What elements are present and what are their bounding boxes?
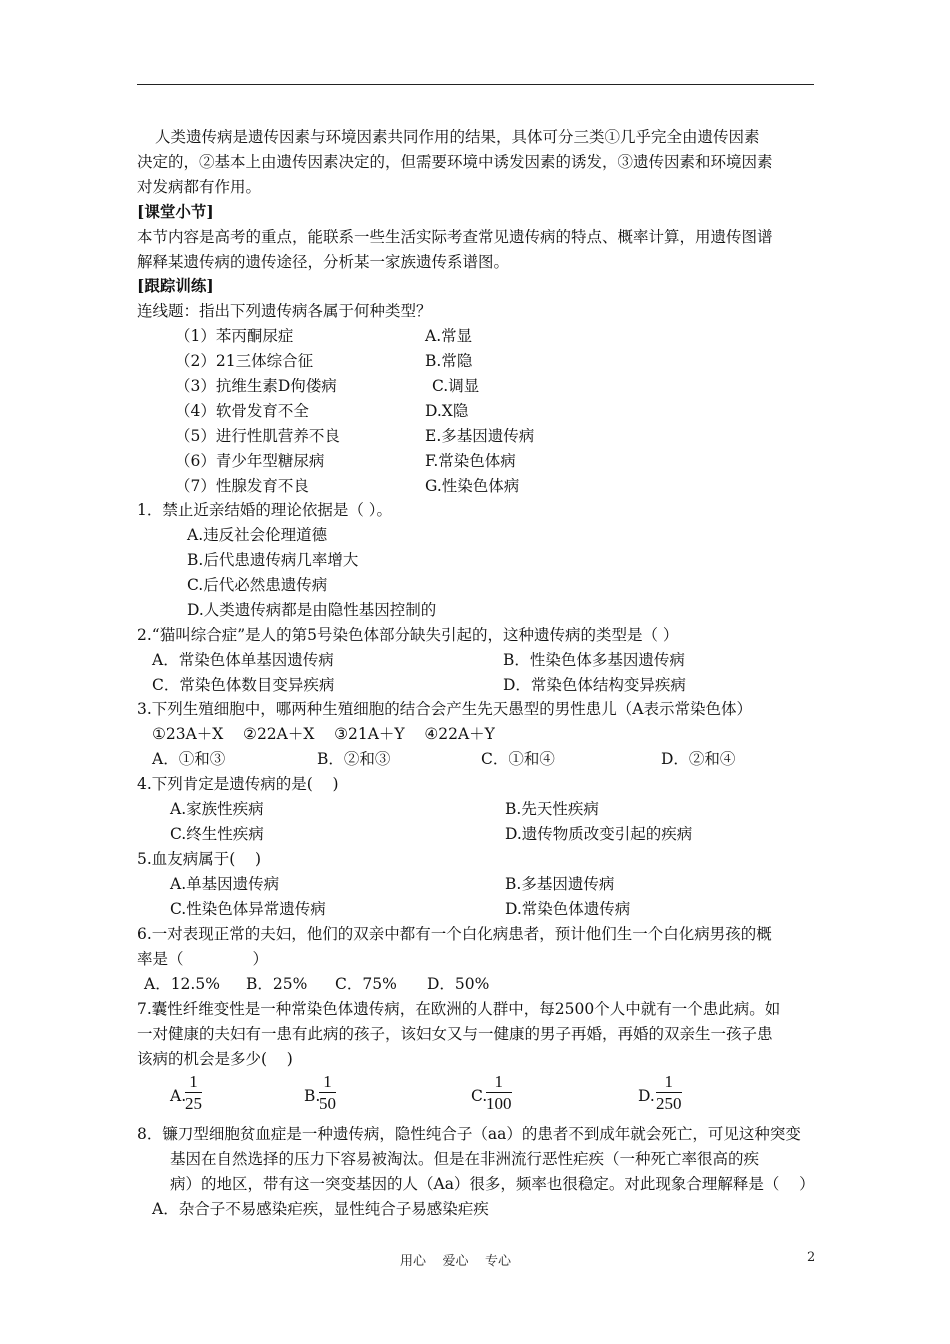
q1-option-c: C.后代必然患遗传病 [187, 576, 328, 594]
q3-items: ①23A＋X ②22A＋X ③21A＋Y ④22A＋Y [152, 725, 495, 743]
q2-option-b: B．性染色体多基因遗传病 [503, 651, 685, 669]
q6-option-a: A．12.5% [144, 975, 220, 993]
fraction-bar [185, 1092, 202, 1093]
q6-option-c: C．75% [335, 975, 397, 993]
q7-line-3: 该病的机会是多少( ) [137, 1050, 293, 1068]
match-left-item: （3）抗维生素D佝偻病 [175, 377, 337, 395]
q7-option-c-fraction [486, 1072, 512, 1113]
q5-option-b: B.多基因遗传病 [505, 875, 615, 893]
summary-line-2: 解释某遗传病的遗传途径，分析某一家族遗传系谱图。 [137, 253, 510, 271]
q2-stem: 2.“猫叫综合症”是人的第5号染色体部分缺失引起的，这种遗传病的类型是（ ） [137, 626, 679, 644]
fraction-denominator: 100 [486, 1094, 512, 1113]
q3-stem: 3.下列生殖细胞中，哪两种生殖细胞的结合会产生先天愚型的男性患儿（A表示常染色体） [137, 700, 752, 718]
q7-option-a-label: A. [170, 1087, 187, 1105]
fraction-bar [319, 1092, 336, 1093]
fraction-numerator: 1 [323, 1072, 332, 1091]
fraction-denominator: 50 [319, 1094, 336, 1113]
match-left-item: （4）软骨发育不全 [175, 402, 309, 420]
matching-title: 连线题：指出下列遗传病各属于何种类型？ [137, 302, 432, 320]
fraction-numerator: 1 [494, 1072, 503, 1091]
fraction-bar [486, 1092, 512, 1093]
q3-option-c: C．①和④ [481, 750, 555, 768]
footer-motto: 用心 爱心 专心 [400, 1254, 512, 1269]
q5-option-a: A.单基因遗传病 [170, 875, 280, 893]
q6-option-d: D．50% [427, 975, 490, 993]
header-rule [137, 84, 814, 85]
match-left-item: （6）青少年型糖尿病 [175, 452, 325, 470]
fraction-numerator: 1 [664, 1072, 673, 1091]
q1-option-a: A.违反社会伦理道德 [187, 526, 328, 544]
summary-heading: [课堂小节] [137, 202, 214, 221]
match-right-item: B.常隐 [425, 352, 473, 370]
q1-option-b: B.后代患遗传病几率增大 [187, 551, 359, 569]
intro-line-3: 对发病都有作用。 [137, 178, 262, 196]
match-left-item: （5）进行性肌营养不良 [175, 427, 340, 445]
q5-stem: 5.血友病属于( ) [137, 850, 262, 868]
q3-option-b: B．②和③ [317, 750, 391, 768]
fraction-denominator: 250 [656, 1094, 682, 1113]
q8-line-3: 病）的地区，带有这一突变基因的人（Aa）很多，频率也很稳定。对此现象合理解释是（ ） [170, 1175, 815, 1193]
fraction-numerator: 1 [189, 1072, 198, 1091]
q4-option-c: C.终生性疾病 [170, 825, 264, 843]
q4-stem: 4.下列肯定是遗传病的是( ) [137, 775, 339, 793]
q1-option-d: D.人类遗传病都是由隐性基因控制的 [187, 601, 437, 619]
q4-option-a: A.家族性疾病 [170, 800, 264, 818]
q7-option-b-label: B. [304, 1087, 321, 1105]
match-right-item: D.X隐 [425, 402, 469, 420]
q4-option-d: D.遗传物质改变引起的疾病 [505, 825, 693, 843]
q4-option-b: B.先天性疾病 [505, 800, 599, 818]
training-heading: [跟踪训练] [137, 276, 214, 295]
intro-line-1: 人类遗传病是遗传因素与环境因素共同作用的结果，具体可分三类①几乎完全由遗传因素 [155, 128, 760, 146]
q3-option-a: A．①和③ [152, 750, 226, 768]
intro-line-2: 决定的，②基本上由遗传因素决定的，但需要环境中诱发因素的诱发，③遗传因素和环境因素 [137, 153, 773, 171]
q7-option-d-label: D. [638, 1087, 655, 1105]
match-left-item: （1）苯丙酮尿症 [175, 327, 294, 345]
match-right-item: G.性染色体病 [425, 477, 520, 495]
q6-option-b: B．25% [246, 975, 308, 993]
q8-line-1: 8．镰刀型细胞贫血症是一种遗传病，隐性纯合子（aa）的患者不到成年就会死亡，可见这种突变 [137, 1125, 801, 1143]
match-left-item: （7）性腺发育不良 [175, 477, 309, 495]
match-right-item: F.常染色体病 [425, 452, 516, 470]
q7-option-d-fraction [656, 1072, 682, 1113]
q2-option-d: D．常染色体结构变异疾病 [503, 676, 686, 694]
match-right-item: C.调显 [432, 377, 480, 395]
q5-option-c: C.性染色体异常遗传病 [170, 900, 326, 918]
q7-option-a-fraction [185, 1072, 202, 1113]
summary-line-1: 本节内容是高考的重点，能联系一些生活实际考查常见遗传病的特点、概率计算，用遗传图谱 [137, 228, 773, 246]
page-number: 2 [807, 1250, 816, 1265]
q6-line-2: 率是（ ） [137, 950, 268, 968]
q2-option-c: C．常染色体数目变异疾病 [152, 676, 335, 694]
q3-option-d: D．②和④ [661, 750, 736, 768]
q6-line-1: 6.一对表现正常的夫妇，他们的双亲中都有一个白化病患者，预计他们生一个白化病男孩的概 [137, 925, 772, 943]
match-right-item: E.多基因遗传病 [425, 427, 535, 445]
match-left-item: （2）21三体综合征 [175, 352, 314, 370]
q5-option-d: D.常染色体遗传病 [505, 900, 631, 918]
q8-line-2: 基因在自然选择的压力下容易被淘汰。但是在非洲流行恶性疟疾（一种死亡率很高的疾 [170, 1150, 760, 1168]
match-right-item: A.常显 [425, 327, 473, 345]
fraction-bar [656, 1092, 682, 1093]
q7-option-c-label: C. [471, 1087, 488, 1105]
q7-option-b-fraction [319, 1072, 336, 1113]
q8-option-a: A．杂合子不易感染疟疾，显性纯合子易感染疟疾 [152, 1200, 489, 1218]
q7-line-1: 7.囊性纤维变性是一种常染色体遗传病，在欧洲的人群中，每2500个人中就有一个患此病。如 [137, 1000, 781, 1018]
q7-line-2: 一对健康的夫妇有一患有此病的孩子，该妇女又与一健康的男子再婚，再婚的双亲生一孩子患 [137, 1025, 773, 1043]
fraction-denominator: 25 [185, 1094, 202, 1113]
q1-stem: 1．禁止近亲结婚的理论依据是（ ）。 [137, 501, 393, 519]
q2-option-a: A．常染色体单基因遗传病 [152, 651, 334, 669]
